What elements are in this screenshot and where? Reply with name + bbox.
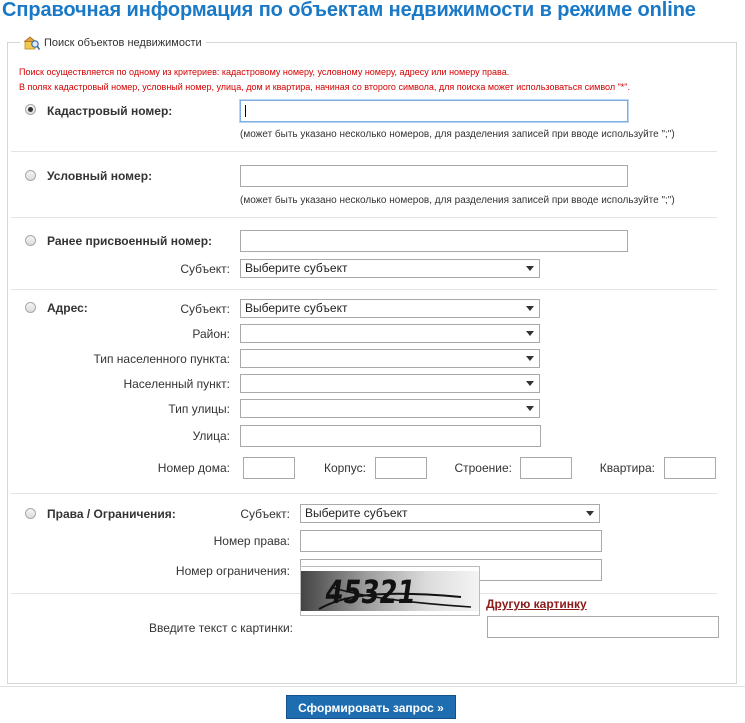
search-objects-icon — [24, 35, 40, 51]
refresh-captcha-link[interactable]: Другую картинку — [486, 597, 587, 611]
previous-number-input[interactable] — [240, 230, 628, 252]
cadastral-input[interactable] — [240, 100, 628, 122]
chevron-down-icon — [526, 331, 534, 336]
rights-subject-select[interactable]: Выберите субъект — [300, 504, 600, 523]
address-label: Адрес: — [47, 301, 88, 315]
rights-label: Права / Ограничения: — [47, 507, 176, 521]
right-number-input[interactable] — [300, 530, 602, 552]
restriction-number-label: Номер ограничения: — [175, 564, 290, 578]
captcha-image — [300, 566, 480, 616]
rights-subject-label: Субъект: — [240, 507, 290, 521]
captcha-input[interactable] — [487, 616, 719, 638]
chevron-down-icon — [586, 511, 594, 516]
settlement-select[interactable] — [240, 374, 540, 393]
radio-conditional[interactable] — [25, 170, 36, 181]
chevron-down-icon — [526, 356, 534, 361]
apartment-input[interactable] — [664, 457, 716, 479]
street-input[interactable] — [240, 425, 541, 447]
footer-divider — [0, 686, 745, 687]
svg-text:45321: 45321 — [322, 573, 440, 611]
chevron-down-icon — [526, 306, 534, 311]
previous-label: Ранее присвоенный номер: — [47, 234, 213, 248]
submit-button[interactable]: Сформировать запрос » — [286, 695, 456, 719]
conditional-label: Условный номер: — [47, 169, 153, 183]
street-type-select[interactable] — [240, 399, 540, 418]
divider — [11, 289, 717, 290]
warning-wildcard: В полях кадастровый номер, условный номер, улица, дом и квартира, начиная со второго символа, для поиска может использоваться символ "*". — [19, 82, 630, 92]
structure-label: Строение: — [454, 461, 512, 475]
house-label: Номер дома: — [157, 461, 230, 475]
address-subject-label: Субъект: — [180, 302, 230, 316]
address-subject-select[interactable]: Выберите субъект — [240, 299, 540, 318]
page-title: Справочная информация по объектам недвижимости в режиме online — [2, 0, 696, 21]
cadastral-hint: (может быть указано несколько номеров, для разделения записей при вводе используйте ";") — [240, 129, 675, 140]
settlement-label: Населенный пункт: — [123, 377, 230, 391]
previous-subject-label: Субъект: — [180, 262, 230, 276]
building-input[interactable] — [375, 457, 427, 479]
chevron-down-icon — [526, 266, 534, 271]
street-type-label: Тип улицы: — [168, 402, 230, 416]
house-input[interactable] — [243, 457, 295, 479]
radio-previous[interactable] — [25, 235, 36, 246]
radio-address[interactable] — [25, 302, 36, 313]
conditional-input[interactable] — [240, 165, 628, 187]
apartment-label: Квартира: — [599, 461, 655, 475]
chevron-down-icon — [526, 406, 534, 411]
district-label: Район: — [192, 327, 230, 341]
settlement-type-label: Тип населенного пункта: — [93, 352, 230, 366]
building-label: Корпус: — [323, 461, 366, 475]
divider — [11, 217, 717, 218]
divider — [11, 151, 717, 152]
settlement-type-select[interactable] — [240, 349, 540, 368]
legend-text: Поиск объектов недвижимости — [44, 37, 202, 49]
previous-subject-select[interactable]: Выберите субъект — [240, 259, 540, 278]
conditional-hint: (может быть указано несколько номеров, для разделения записей при вводе используйте ";") — [240, 195, 675, 206]
warning-criteria: Поиск осуществляется по одному из критериев: кадастровому номеру, условному номеру, адресу или номеру права. — [19, 67, 510, 77]
text-caret — [245, 105, 246, 117]
structure-input[interactable] — [520, 457, 572, 479]
chevron-down-icon — [526, 381, 534, 386]
cadastral-label: Кадастровый номер: — [47, 104, 173, 118]
street-label: Улица: — [192, 429, 230, 443]
captcha-label: Введите текст с картинки: — [148, 621, 293, 635]
right-number-label: Номер права: — [213, 534, 290, 548]
district-select[interactable] — [240, 324, 540, 343]
form-legend — [20, 33, 206, 53]
radio-cadastral[interactable] — [25, 104, 36, 115]
radio-rights[interactable] — [25, 508, 36, 519]
divider — [11, 493, 717, 494]
